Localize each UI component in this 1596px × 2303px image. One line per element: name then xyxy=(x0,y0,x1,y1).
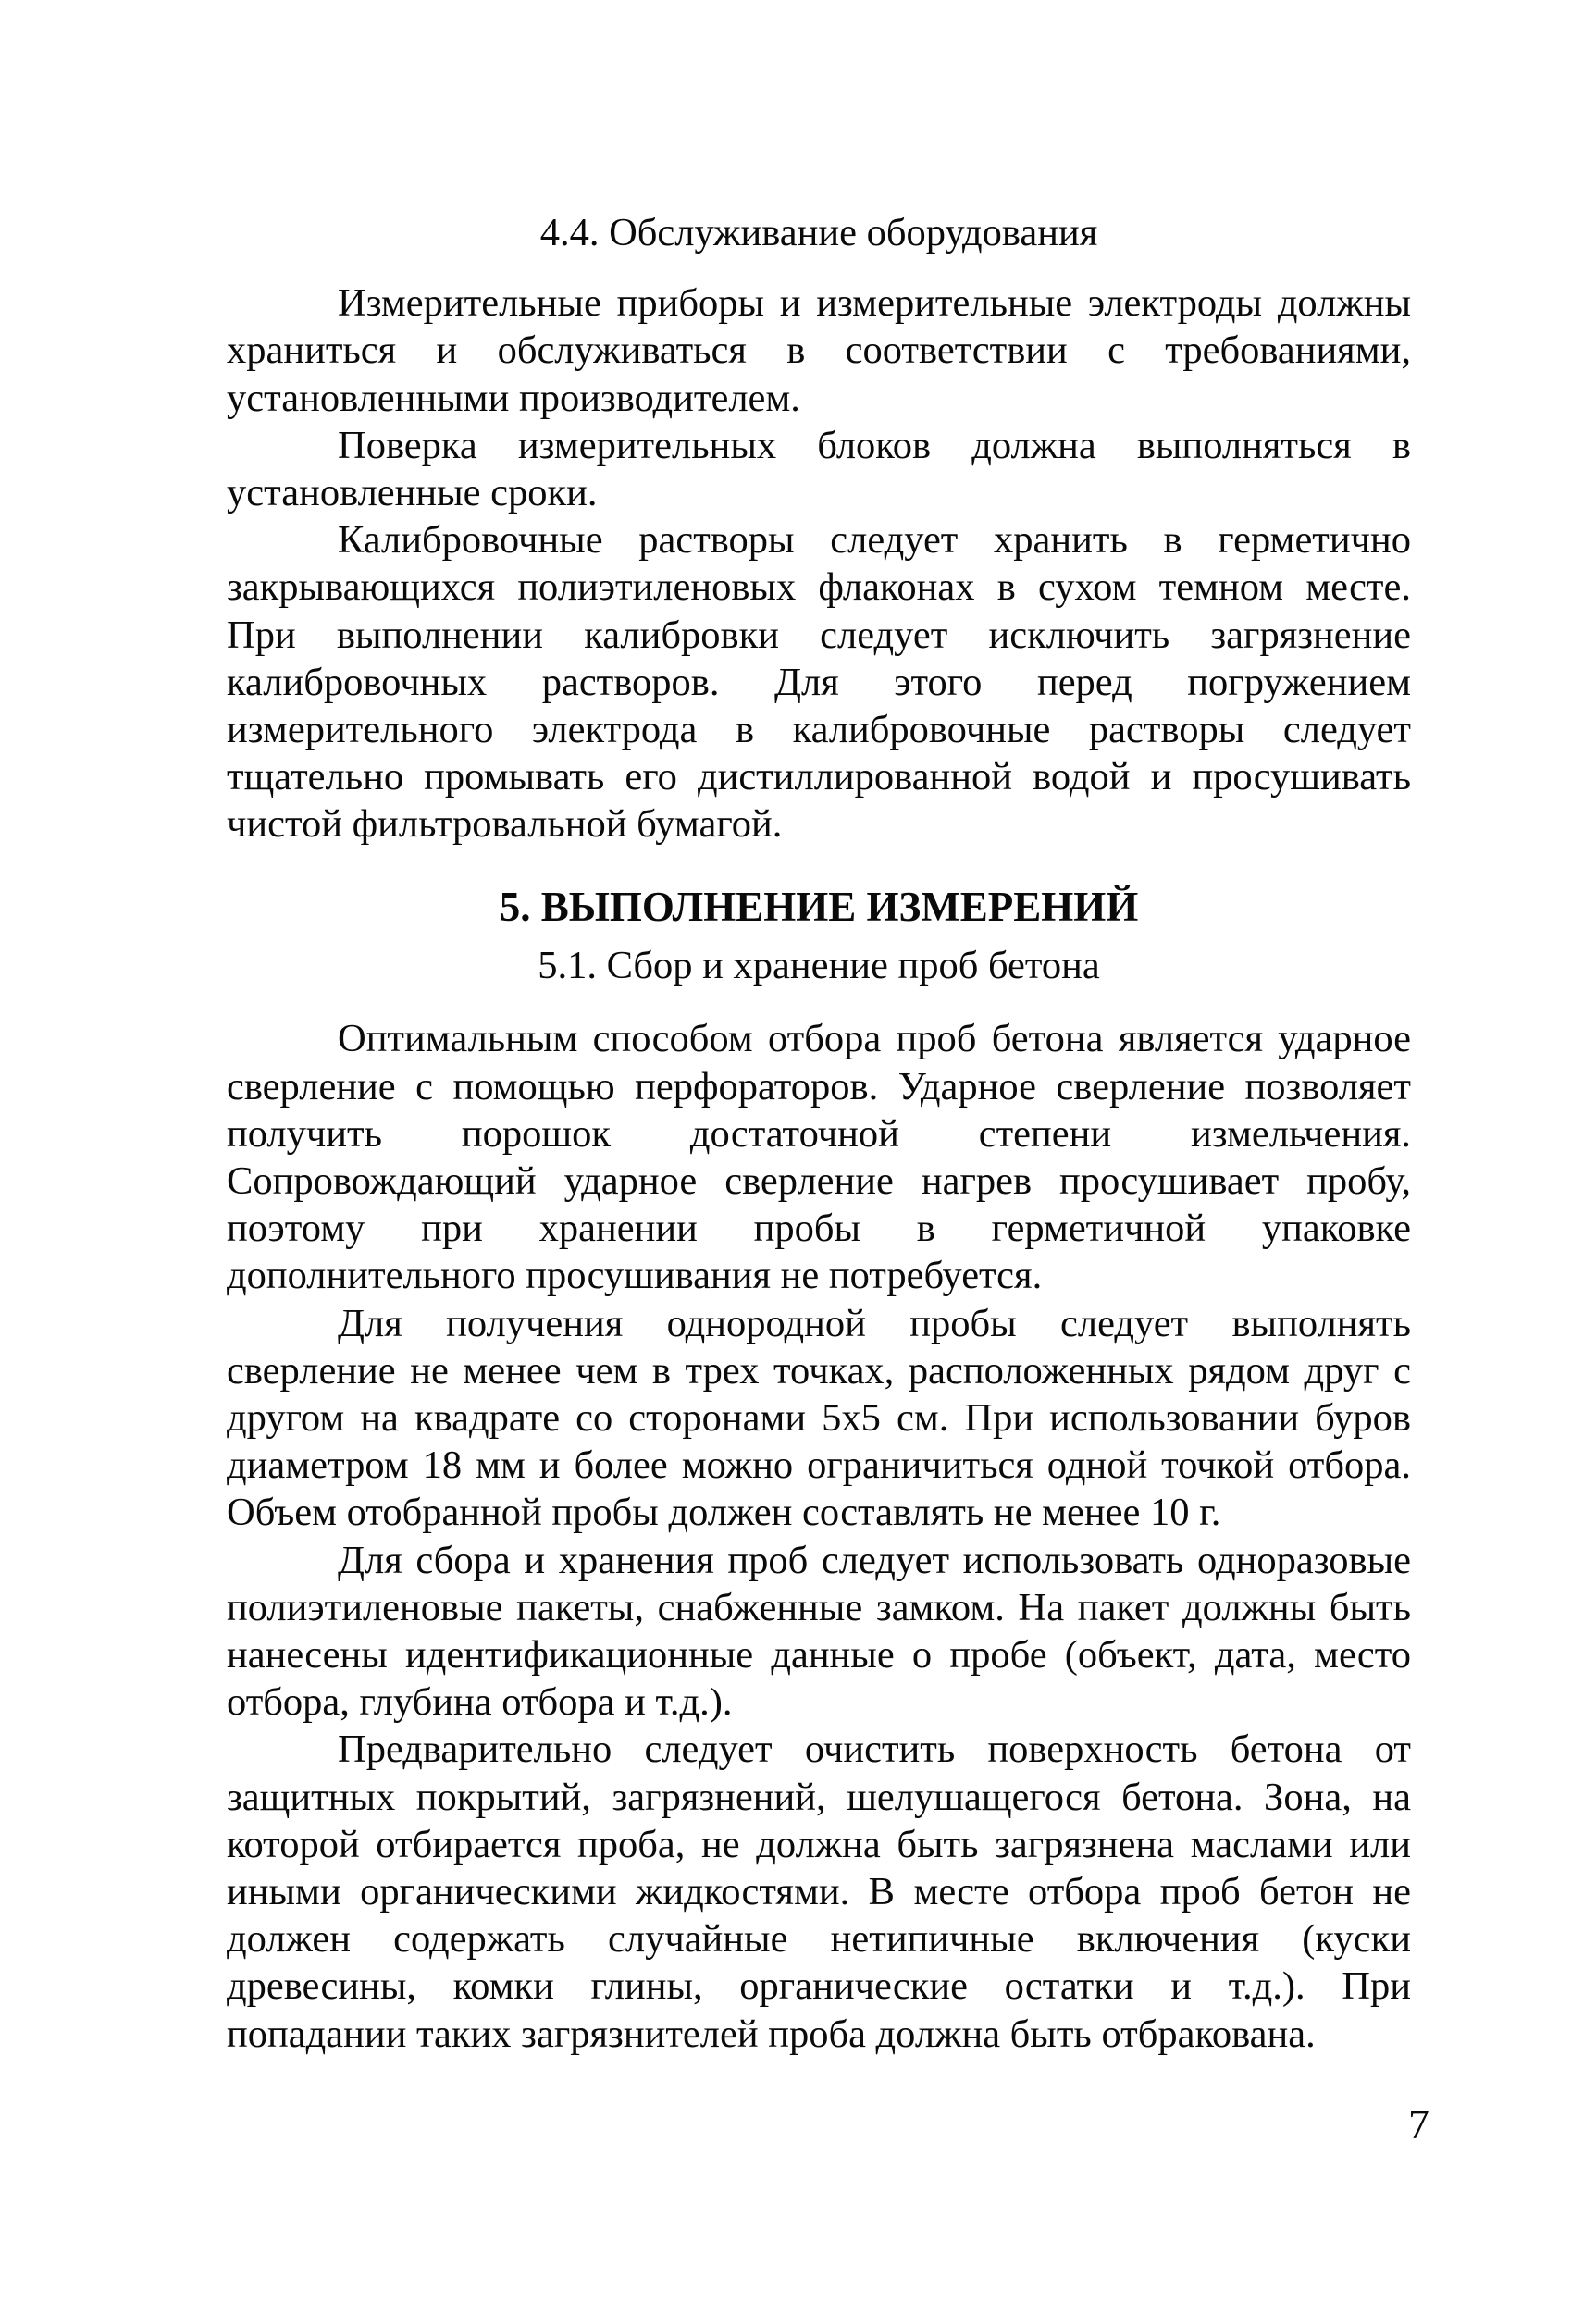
section-5-1-heading: 5.1. Сбор и хранение проб бетона xyxy=(538,944,1100,988)
paragraph: Предварительно следует очистить поверхность бетона от защитных покрытий, загрязнений, шелушащегося бетона. Зона, на которой отбирается проба, не должна быть загрязнена маслами или иными органическими жидкостями. В месте отбора проб бетон не должен содержать случайные нетипичные включения (куски древесины, комки глины, органические остатки и т.д.). При попадании таких загрязнителей проба должна быть отбракована. xyxy=(227,1727,1411,2056)
paragraph: Поверка измерительных блоков должна выполняться в установленные сроки. xyxy=(227,423,1411,515)
paragraph: Измерительные приборы и измерительные электроды должны храниться и обслуживаться в соответствии с требованиями, установленными производителем. xyxy=(227,281,1411,420)
page-number: 7 xyxy=(1408,2100,1429,2148)
section-5 xyxy=(227,884,1411,2058)
section-4-4 xyxy=(227,209,1411,848)
section-4-4-heading: 4.4. Обслуживание оборудования xyxy=(539,211,1098,254)
paragraph: Калибровочные растворы следует хранить в герметично закрывающихся полиэтиленовых флаконах в сухом темном месте. При выполнении калибровки следует исключить загрязнение калибровочных растворов. Для этого перед погружением измерительного электрода в калибровочные растворы следует тщательно промывать его дистиллированной водой и просушивать чистой фильтровальной бумагой. xyxy=(227,518,1411,847)
section-5-heading: 5. ВЫПОЛНЕНИЕ ИЗМЕРЕНИЙ xyxy=(499,884,1139,930)
paragraph: Оптимальным способом отбора проб бетона является ударное сверление с помощью перфораторов. Ударное сверление позволяет получить порошок достаточной степени измельчения. Сопровождающий ударное сверление нагрев просушивает пробу, поэтому при хранении пробы в герметичной упаковке дополнительного просушивания не потребуется. xyxy=(227,1017,1411,1298)
paragraph: Для получения однородной пробы следует выполнять сверление не менее чем в трех точках, расположенных рядом друг с другом на квадрате со сторонами 5х5 см. При использовании буров диаметром 18 мм и более можно ограничиться одной точкой отбора. Объем отобранной пробы должен составлять не менее 10 г. xyxy=(227,1301,1411,1535)
paragraph: Для сбора и хранения проб следует использовать одноразовые полиэтиленовые пакеты, снабженные замком. На пакет должны быть нанесены идентификационные данные о пробе (объект, дата, место отбора, глубина отбора и т.д.). xyxy=(227,1538,1411,1725)
